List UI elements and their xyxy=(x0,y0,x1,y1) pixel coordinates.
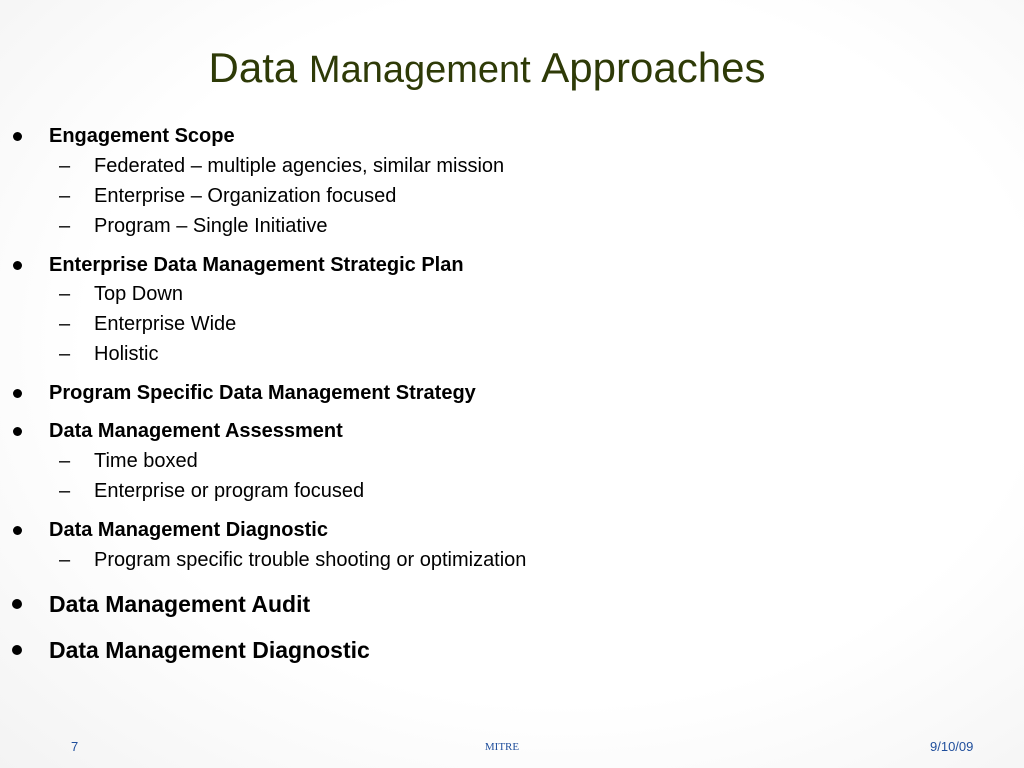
bullet-dot-icon xyxy=(13,389,22,398)
sub-bullet-dash: – xyxy=(59,313,71,335)
sub-bullet-dash: – xyxy=(59,155,71,177)
bullet-dot-icon xyxy=(13,427,22,436)
sub-bullet-dash: – xyxy=(59,185,71,207)
sub-item-troubleshooting: Program specific trouble shooting or optimization xyxy=(94,549,527,571)
sub-bullet-dash: – xyxy=(59,343,71,365)
bullet-item-strategic-plan: Enterprise Data Management Strategic Plan xyxy=(49,254,464,276)
bullet-dot-icon xyxy=(13,261,22,270)
sub-item-top-down: Top Down xyxy=(94,283,183,305)
sub-bullet-dash: – xyxy=(59,450,71,472)
title-word-data: Data xyxy=(208,44,309,91)
sub-item-enterprise: Enterprise – Organization focused xyxy=(94,185,397,207)
sub-bullet-dash: – xyxy=(59,283,71,305)
title-word-management: Management xyxy=(308,49,542,91)
footer-date: 9/10/09 xyxy=(930,739,974,754)
sub-item-enterprise-or-program: Enterprise or program focused xyxy=(94,480,365,502)
bullet-dot-icon xyxy=(12,599,22,609)
bullet-dot-icon xyxy=(13,132,22,141)
sub-item-program: Program – Single Initiative xyxy=(94,215,328,237)
bullet-item-program-strategy: Program Specific Data Management Strategy xyxy=(49,382,476,404)
bullet-dot-icon xyxy=(13,526,22,535)
sub-bullet-dash: – xyxy=(59,215,71,237)
sub-bullet-dash: – xyxy=(59,480,71,502)
sub-item-time-boxed: Time boxed xyxy=(94,450,198,472)
sub-item-holistic: Holistic xyxy=(94,343,159,365)
sub-bullet-dash: – xyxy=(59,549,71,571)
page-number: 7 xyxy=(71,739,79,754)
bullet-dot-icon xyxy=(12,645,22,655)
sub-item-federated: Federated – multiple agencies, similar mission xyxy=(94,155,505,177)
footer-organization: MITRE xyxy=(484,741,520,753)
bullet-item-engagement-scope: Engagement Scope xyxy=(49,125,235,147)
bullet-item-audit: Data Management Audit xyxy=(49,591,311,617)
title-word-approaches: Approaches xyxy=(541,44,766,91)
bullet-item-assessment: Data Management Assessment xyxy=(49,420,343,442)
bullet-item-diagnostic-large: Data Management Diagnostic xyxy=(49,637,370,663)
sub-item-enterprise-wide: Enterprise Wide xyxy=(94,313,237,335)
bullet-item-diagnostic: Data Management Diagnostic xyxy=(49,519,328,541)
